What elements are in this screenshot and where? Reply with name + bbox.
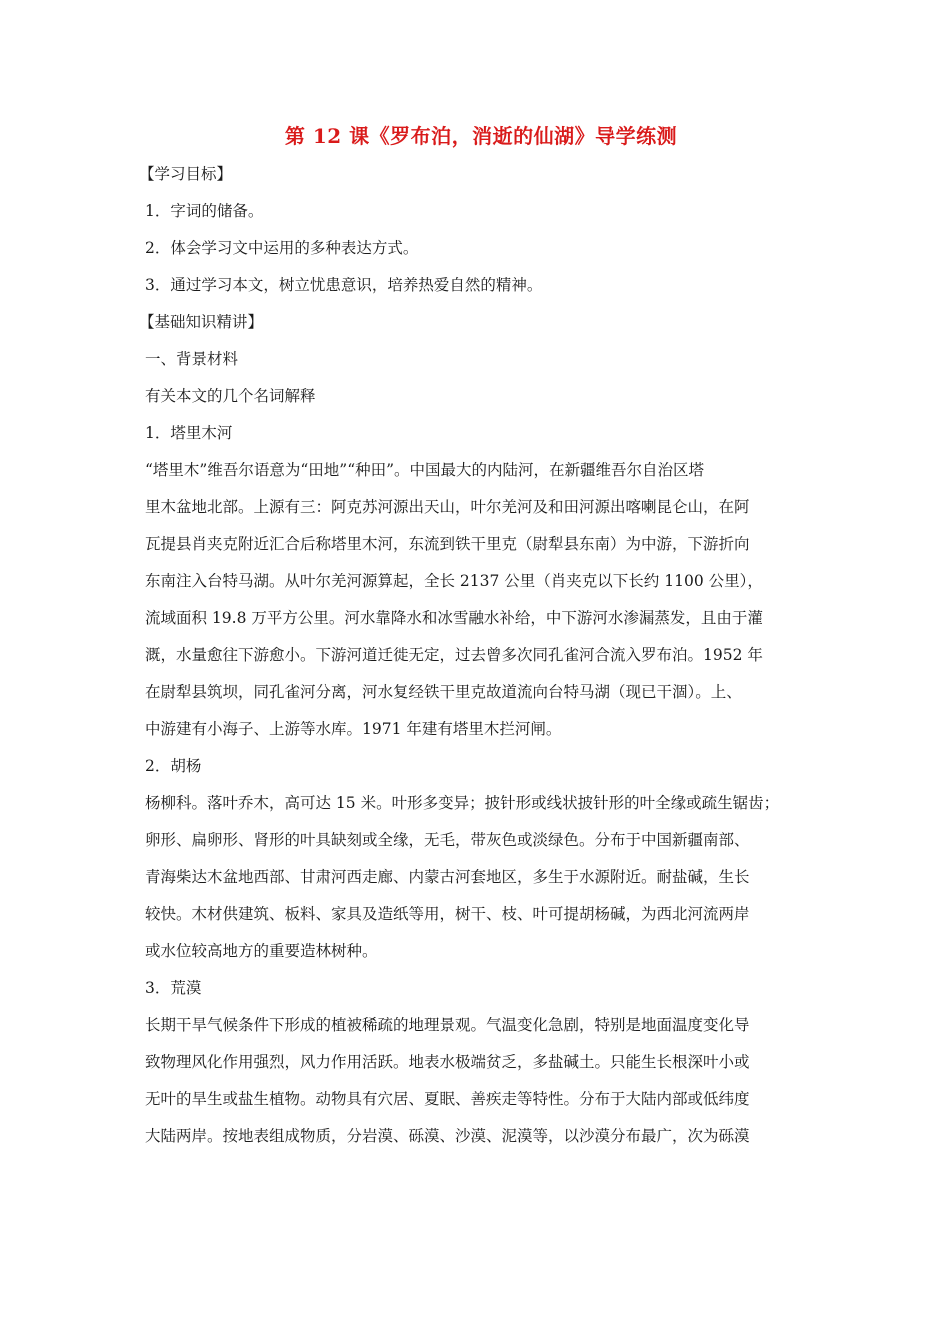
text-line: 长期干旱气候条件下形成的植被稀疏的地理景观。气温变化急剧，特别是地面温度变化导 (145, 1016, 750, 1034)
text-line: 青海柴达木盆地西部、甘肃河西走廊、内蒙古河套地区，多生于水源附近。耐盐碱，生长 (145, 868, 750, 886)
text-line: 东南注入台特马湖。从叶尔羌河源算起，全长 2137 公里（肖夹克以下长约 1100 公里）， (145, 572, 763, 590)
text-line: 溉，水量愈往下游愈小。下游河道迁徙无定，过去曾多次同孔雀河合流入罗布泊。1952 年 (145, 646, 763, 664)
term-body-desert (145, 1007, 817, 1155)
text-line: 无叶的旱生或盐生植物。动物具有穴居、夏眠、善疾走等特性。分布于大陆内部或低纬度 (145, 1090, 750, 1108)
background-part-heading: 一、背景材料 (145, 350, 239, 368)
terms-intro: 有关本文的几个名词解释 (145, 387, 316, 405)
basics-heading: 【基础知识精讲】 (139, 313, 264, 331)
goal-item-1: 1．字词的储备。 (145, 202, 264, 220)
text-line: 中游建有小海子、上游等水库。1971 年建有塔里木拦河闸。 (145, 720, 562, 738)
text-line: 里木盆地北部。上源有三：阿克苏河源出天山，叶尔羌河及和田河源出喀喇昆仑山，在阿 (145, 498, 750, 516)
term-body-tarim-river (145, 452, 817, 748)
text-line: 瓦提县肖夹克附近汇合后称塔里木河，东流到铁干里克（尉犁县东南）为中游，下游折向 (145, 535, 750, 553)
text-line: 流域面积 19.8 万平方公里。河水靠降水和冰雪融水补给，中下游河水渗漏蒸发，且由于灌 (145, 609, 763, 627)
text-line: 杨柳科。落叶乔木，高可达 15 米。叶形多变异；披针形或线状披针形的叶全缘或疏生锯齿； (145, 794, 780, 812)
term-heading-tarim-river: 1．塔里木河 (145, 424, 233, 442)
goal-item-2: 2．体会学习文中运用的多种表达方式。 (145, 239, 419, 257)
term-heading-desert: 3．荒漠 (145, 979, 202, 997)
page-title: 第 12 课《罗布泊，消逝的仙湖》导学练测 (284, 124, 678, 148)
text-line: 或水位较高地方的重要造林树种。 (145, 942, 378, 960)
text-line: 较快。木材供建筑、板料、家具及造纸等用，树干、枝、叶可提胡杨碱，为西北河流两岸 (145, 905, 750, 923)
text-line: 卵形、扁卵形、肾形的叶具缺刻或全缘，无毛，带灰色或淡绿色。分布于中国新疆南部、 (145, 831, 750, 849)
text-line: 致物理风化作用强烈，风力作用活跃。地表水极端贫乏，多盐碱土。只能生长根深叶小或 (145, 1053, 750, 1071)
text-line: “塔里木”维吾尔语意为“田地”“种田”。中国最大的内陆河，在新疆维吾尔自治区塔 (145, 461, 705, 479)
term-body-populus-euphratica (145, 785, 817, 970)
text-line: 大陆两岸。按地表组成物质，分岩漠、砾漠、沙漠、泥漠等，以沙漠分布最广，次为砾漠 (145, 1127, 750, 1145)
goal-item-3: 3．通过学习本文，树立忧患意识，培养热爱自然的精神。 (145, 276, 543, 294)
term-heading-populus-euphratica: 2．胡杨 (145, 757, 202, 775)
document-page (139, 118, 817, 1155)
text-line: 在尉犁县筑坝，同孔雀河分离，河水复经铁干里克故道流向台特马湖（现已干涸）。上、 (145, 683, 742, 701)
goals-heading: 【学习目标】 (139, 165, 233, 183)
